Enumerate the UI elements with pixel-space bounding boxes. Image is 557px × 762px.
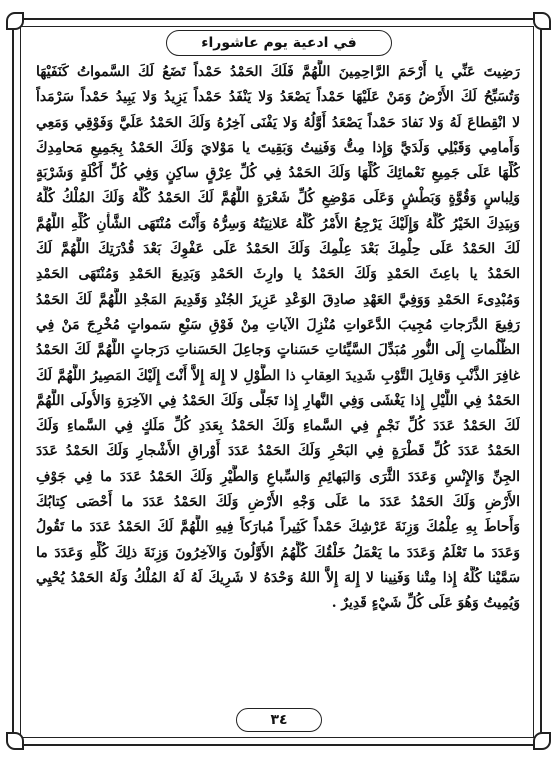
text-line: لَكَ الحَمْدُ عَدَدَ كُلِّ نَجْمٍ فِي السَّماءِ وَلَكَ الحَمْدُ بِعَدَدِ كُلِّ مَلَكٍ فِي السَّماءِ وَلَكَ (36, 418, 520, 435)
text-line: الأَرْضِ وَلَكَ الحَمْدُ عَدَدَ ما عَلَى وَجْهِ الأَرْضِ وَلَكَ الحَمْدُ عَدَدَ ما أَحْصَى كِتابُكَ (36, 494, 520, 511)
text-line: وَبِيَدِكَ الخَيْرُ كُلُّهُ وَإِلَيْكَ يَرْجِعُ الأَمْرُ كُلُّهُ عَلانِيَتُهُ وَسِرُّهُ وَأَنْتَ مُنْتَهَى الشَّأْنِ كُلِّهِ اللَّهُمَّ (36, 215, 520, 232)
text-line: وَتُسَبِّحُ لَكَ الأَرْضُ وَمَنْ عَلَيْهَا حَمْداً يَصْعَدُ وَلا يَنْفَدُ حَمْداً يَزِيدُ وَلا يَبِيدُ حَمْداً سَرْمَداً (36, 89, 520, 106)
text-line: الحَمْدُ فِي اللَّيْلِ إِذا يَغْشَى وَفِي النَّهارِ إِذا تَجَلَّى وَلَكَ الحَمْدُ فِي الآخِرَةِ وَالأُولَى اللَّهُمَّ (36, 392, 520, 409)
text-line: رَفِيعَ الدَّرَجاتِ مُجِيبَ الدَّعَواتِ مُنْزِلَ الآياتِ مِنْ فَوْقِ سَبْعِ سَمواتٍ مُخْرِجَ مَنْ فِي (36, 316, 520, 333)
text-line: الحَمْدُ عَدَدَ كُلِّ قَطْرَةٍ فِي البَحْرِ وَلَكَ الحَمْدُ عَدَدَ أَوْراقِ الأَشْجارِ وَلَكَ الحَمْدُ عَدَدَ (36, 443, 520, 460)
text-line: وَلِباسٍ وَقُوَّةٍ وَبَطْشٍ وَعَلَى مَوْضِعِ كُلِّ شَعْرَةٍ اللَّهُمَّ لَكَ الحَمْدُ كُلُّهُ وَلَكَ المُلْكُ كُلُّهُ (36, 190, 520, 207)
page-title: في ادعية يوم عاشوراء (201, 35, 357, 51)
text-line: وَيُمِيتُ وَهُوَ عَلَى كُلِّ شَيْءٍ قَدِيرٌ . (331, 595, 520, 612)
page-number-frame (236, 708, 322, 732)
corner-ornament-icon (6, 732, 24, 750)
text-line: وَأَمامِي وَقَبْلِي وَلَدَيَّ وَإِذا مِتُّ وَفَنِيتُ وَبَقِيتَ يا مَوْلايَ وَلَكَ الحَمْدُ بِجَمِيعِ مَحامِدِكَ (36, 139, 520, 156)
text-line: وَأَحاطَ بِهِ عِلْمُكَ وَزِنَةَ عَرْشِكَ حَمْداً كَثِيراً مُبارَكاً فِيهِ اللَّهُمَّ لَكَ الحَمْدُ عَدَدَ ما تَقُولُ (36, 519, 520, 536)
text-line: الجِنِّ وَالإِنْسِ وَعَدَدَ الثَّرَى وَالبَهائِمِ وَالسِّباعِ وَالطَّيْرِ وَلَكَ الحَمْدُ عَدَدَ ما فِي جَوْفِ (36, 468, 520, 485)
text-line: كُلِّهَا عَلَى جَمِيعِ نَعْمائِكَ كُلِّهَا وَلَكَ الحَمْدُ فِي كُلِّ عِرْقٍ ساكِنٍ وَفِي كُلِّ أَكْلَةٍ وَشَرْبَةٍ (36, 165, 520, 182)
text-line: رَضِيتَ عَنِّي يا أَرْحَمَ الرَّاحِمِينَ اللَّهُمَّ فَلَكَ الحَمْدُ حَمْداً تَضَعُ لَكَ السَّمواتُ كَنَفَيْهَا (36, 64, 520, 80)
text-line: لَكَ الحَمْدُ عَلَى حِلْمِكَ بَعْدَ عِلْمِكَ وَلَكَ الحَمْدُ عَلَى عَفْوِكَ بَعْدَ قُدْرَتِكَ اللَّهُمَّ لَكَ (36, 241, 520, 258)
text-line: وَعَدَدَ ما تَعْلَمُ وَعَدَدَ ما يَعْمَلُ خَلْقُكَ كُلُّهُمُ الأَوَّلُونَ وَالآخِرُونَ وَزِنَةَ ذلِكَ كُلِّهِ وَعَدَدَ ما (36, 544, 520, 561)
corner-ornament-icon (533, 12, 551, 30)
running-header (166, 30, 392, 56)
text-line: وَمُبْدِىءَ الحَمْدِ وَوَفِيَّ العَهْدِ صادِقَ الوَعْدِ عَزِيزَ الجُنْدِ وَقَدِيمَ المَجْدِ اللَّهُمَّ لَكَ الحَمْدُ (36, 291, 520, 308)
text-line: سَمَّيْنا كُلَّهُ إِذا مِتْنا وَفَنِينا لا إِلهَ إِلاَّ اللهُ وَحْدَهُ لا شَرِيكَ لَهُ لَهُ المُلْكُ وَلَهُ الحَمْدُ يُحْيِي (36, 569, 520, 586)
text-line: لا انْقِطاعَ لَهُ وَلا نَفادَ حَمْداً يَصْعَدُ أَوَّلُهُ وَلا يَفْنَى آخِرُهُ وَلَكَ الحَمْدُ عَلَيَّ وَفَوْقِي وَمَعِي (36, 114, 520, 131)
prayer-text (36, 60, 520, 710)
text-line: الحَمْدُ يا باعِثَ الحَمْدِ وَلَكَ الحَمْدُ يا وارِثَ الحَمْدِ وَبَدِيعَ الحَمْدِ وَمُنْتَهَى الحَمْدِ (36, 266, 520, 283)
corner-ornament-icon (533, 732, 551, 750)
page-number: ٣٤ (270, 712, 288, 728)
text-line: الظُّلُماتِ إِلَى النُّورِ مُبَدِّلَ السَّيِّئاتِ حَسَناتٍ وَجاعِلَ الحَسَناتِ دَرَجاتٍ اللَّهُمَّ لَكَ الحَمْدُ (36, 342, 520, 359)
text-line: غافِرَ الذَّنْبِ وَقابِلَ التَّوْبِ شَدِيدَ العِقابِ ذا الطَّوْلِ لا إِلهَ إِلاَّ أَنْتَ إِلَيْكَ المَصِيرُ اللَّهُمَّ لَكَ (36, 367, 520, 384)
corner-ornament-icon (6, 12, 24, 30)
